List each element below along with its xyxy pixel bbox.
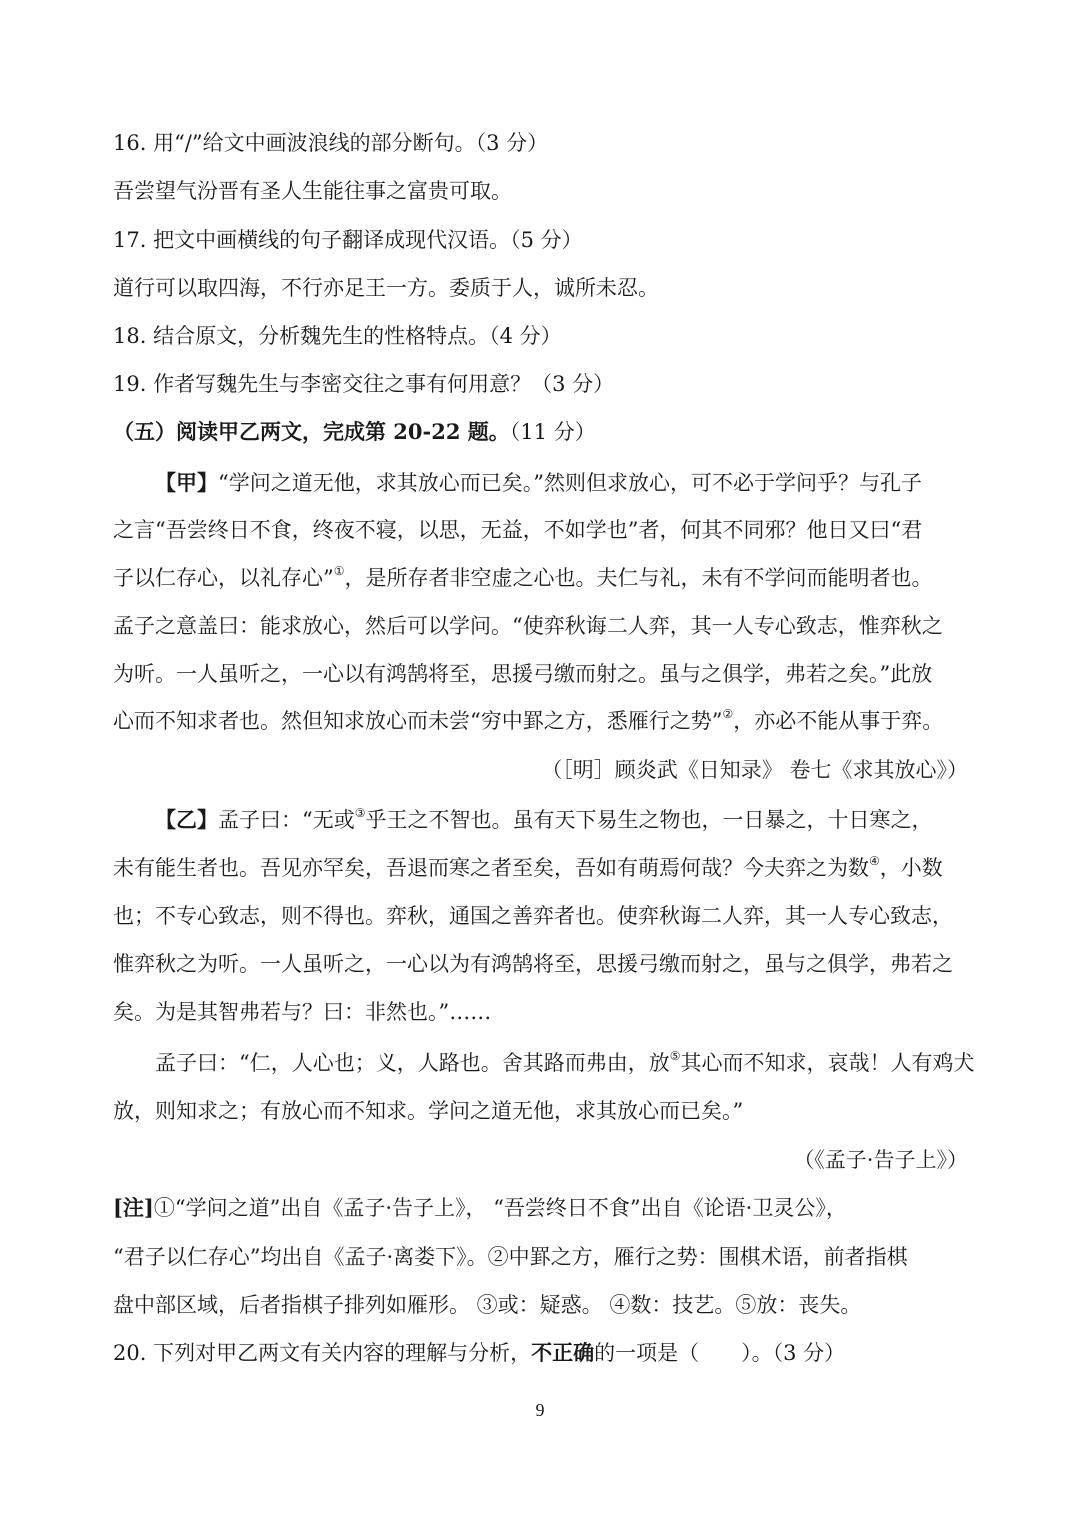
passage-a-line-3: 子以仁存心，以礼存心”①，是所存者非空虚之心也。夫仁与礼，未有不学问而能明者也。 <box>113 564 933 590</box>
footnote-marker-2: ② <box>722 707 734 721</box>
passage-a-line-1: 【甲】“学问之道无他，求其放心而已矣。”然则但求放心，可不必于学问乎？与孔子 <box>155 470 922 495</box>
passage-a-line-6: 心而不知求者也。然但知求放心而未尝“穷中罫之方，悉雁行之势”②，亦必不能从事于弈。 <box>113 707 944 733</box>
passage-a-line-4: 孟子之意盖曰：能求放心，然后可以学问。“使弈秋诲二人弈，其一人专心致志，惟弈秋之 <box>113 614 943 638</box>
passage-b-source: （《孟子·告子上》） <box>793 1148 968 1172</box>
section-5-title: （五）阅读甲乙两文，完成第 20-22 题。 <box>113 419 510 444</box>
page-number: 9 <box>535 1400 545 1420</box>
question-20-prompt: 20. 下列对甲乙两文有关内容的理解与分析，不正确的一项是（ ）。（3 分） <box>113 1340 846 1365</box>
passage-a-source: （［明］顾炎武《日知录》 卷七《求其放心》） <box>541 758 968 782</box>
passage-b-tag: 【乙】 <box>155 807 218 832</box>
footnote-marker-4: ④ <box>869 854 880 868</box>
question-20-emphasis: 不正确 <box>531 1340 595 1365</box>
passage-b-line-1: 【乙】孟子曰：“无或③乎王之不智也。虽有天下易生之物也，一日暴之，十日寒之， <box>155 806 933 832</box>
question-16-text: 吾尝望气汾晋有圣人生能往事之富贵可取。 <box>113 179 512 203</box>
passage-b-line-2: 未有能生者也。吾见亦罕矣，吾退而寒之者至矣，吾如有萌焉何哉？今夫弈之为数④，小数 <box>113 854 943 880</box>
passage-b-line-3: 也；不专心致志，则不得也。弈秋，通国之善弈者也。使弈秋诲二人弈，其一人专心致志， <box>113 904 953 928</box>
notes-line-2: “君子以仁存心”均出自《孟子·离娄下》。②中罫之方，雁行之势：围棋术语，前者指棋 <box>113 1245 908 1269</box>
passage-b-line-5: 矣。为是其智弗若与？曰：非然也。”…… <box>113 1000 492 1024</box>
passage-b-line-6: 孟子曰：“仁，人心也；义，人路也。舍其路而弗由，放⑤其心而不知求，哀哉！人有鸡犬 <box>155 1049 975 1075</box>
passage-b-line-7: 放，则知求之；有放心而不知求。学问之道无他，求其放心而已矣。” <box>113 1099 744 1123</box>
notes-tag: [注] <box>113 1195 154 1220</box>
question-16-prompt: 16. 用“/”给文中画波浪线的部分断句。（3 分） <box>113 131 549 155</box>
question-17-prompt: 17. 把文中画横线的句子翻译成现代汉语。（5 分） <box>113 228 583 252</box>
footnote-marker-5: ⑤ <box>669 1049 681 1063</box>
footnote-marker-3: ③ <box>354 806 366 820</box>
footnote-marker-1: ① <box>333 564 345 578</box>
question-17-text: 道行可以取四海，不行亦足王一方。委质于人，诚所未忍。 <box>113 276 659 300</box>
section-5-heading <box>113 417 975 447</box>
passage-a-line-5: 为听。一人虽听之，一心以有鸿鹄将至，思援弓缴而射之。虽与之俱学，弗若之矣。”此放 <box>113 662 933 686</box>
question-19-prompt: 19. 作者写魏先生与李密交往之事有何用意？（3 分） <box>113 372 615 396</box>
passage-a-tag: 【甲】 <box>155 470 218 495</box>
section-5-score: （11 分） <box>509 420 596 444</box>
notes-line-3: 盘中部区域，后者指棋子排列如雁形。 ③或：疑惑。 ④数：技艺。⑤放：丧失。 <box>113 1293 862 1317</box>
passage-a-line-2: 之言“吾尝终日不食，终夜不寝，以思，无益，不如学也”者，何其不同邪？他日又曰“君 <box>113 518 923 542</box>
question-18-prompt: 18. 结合原文，分析魏先生的性格特点。（4 分） <box>113 324 562 348</box>
passage-b-line-4: 惟弈秋之为听。一人虽听之，一心以为有鸿鹄将至，思援弓缴而射之，虽与之俱学，弗若之 <box>113 952 953 976</box>
notes-line-1: [注]①“学问之道”出自《孟子·告子上》， “吾尝终日不食”出自《论语·卫灵公》， <box>113 1195 847 1220</box>
